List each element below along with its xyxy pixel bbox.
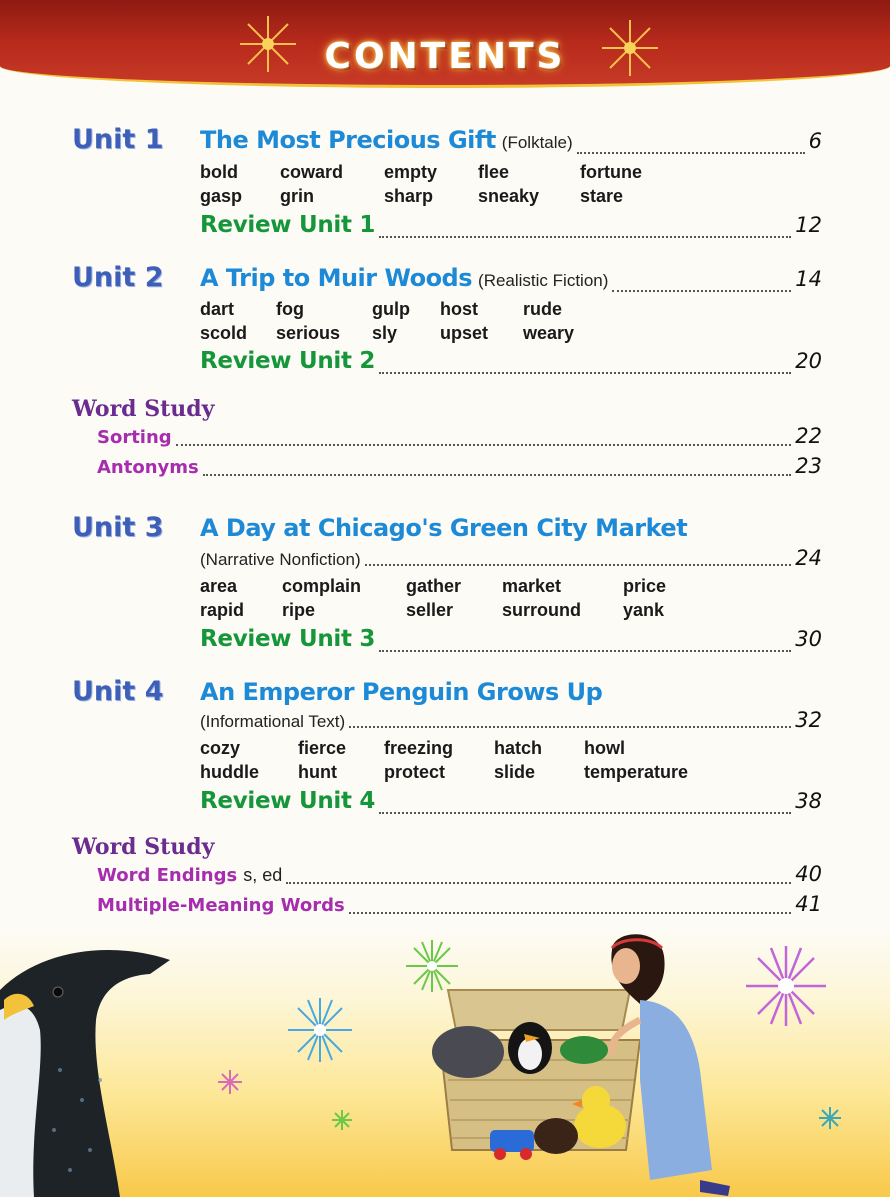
vocab-word: coward	[280, 162, 344, 182]
illustration-canvas	[0, 930, 890, 1197]
vocab-word: gasp	[200, 186, 243, 206]
dot-leader	[365, 564, 792, 566]
page-number: 22	[795, 424, 822, 448]
vocab-word: complain	[282, 576, 362, 596]
dot-leader	[379, 372, 791, 374]
toc-entry-review[interactable]	[200, 788, 822, 820]
genre-label: (Folktale)	[501, 133, 573, 152]
review-title: Review Unit 2	[200, 348, 376, 374]
genre-label: (Narrative Nonfiction)	[200, 550, 361, 569]
story-title: An Emperor Penguin Grows Up	[200, 678, 603, 706]
dot-leader	[176, 444, 792, 446]
word-study-title: Multiple-Meaning Words	[97, 895, 345, 916]
word-study-title: Word Endings	[97, 865, 238, 886]
dot-leader	[286, 882, 791, 884]
dot-leader	[349, 726, 791, 728]
vocab-word: hatch	[494, 738, 543, 758]
vocab-word: protect	[384, 762, 446, 782]
vocab-word: area	[200, 576, 238, 596]
vocab-word: stare	[580, 186, 624, 206]
vocab-word: bold	[200, 162, 238, 182]
vocab-word: host	[440, 299, 478, 319]
page-number: 38	[795, 789, 822, 813]
dot-leader	[612, 290, 791, 292]
page-number: 24	[795, 546, 822, 570]
toc-entry-review[interactable]	[200, 348, 822, 380]
vocab-word: dart	[200, 299, 235, 319]
page-number: 41	[795, 892, 822, 916]
sparkle-burst-icon	[288, 998, 352, 1062]
toc-entry-word-study[interactable]	[97, 892, 822, 920]
vocab-word: grin	[280, 186, 314, 206]
story-title: The Most Precious Gift	[200, 126, 496, 154]
vocab-word: yank	[623, 600, 665, 620]
page-number: 6	[808, 129, 822, 153]
genre-label: (Informational Text)	[200, 712, 346, 731]
page-number: 30	[795, 627, 822, 651]
story-title: A Day at Chicago's Green City Market	[200, 514, 688, 542]
page-title: CONTENTS	[324, 36, 566, 77]
vocab-word: cozy	[200, 738, 241, 758]
toc-entry-story-title[interactable]	[200, 514, 822, 548]
word-study-heading: Word Study	[72, 834, 215, 860]
vocab-word: gather	[406, 576, 462, 596]
vocab-word: sly	[372, 323, 398, 343]
vocab-word: rude	[523, 299, 563, 319]
toc-entry-story[interactable]	[200, 264, 822, 298]
genre-label: (Realistic Fiction)	[478, 271, 609, 290]
vocab-word: surround	[502, 600, 581, 620]
vocab-word: seller	[406, 600, 454, 620]
review-title: Review Unit 3	[200, 626, 376, 652]
dot-leader	[203, 474, 792, 476]
page-number: 14	[795, 267, 822, 291]
review-title: Review Unit 4	[200, 788, 376, 814]
vocab-word: serious	[276, 323, 341, 343]
vocab-word: weary	[523, 323, 575, 343]
page-number: 23	[795, 454, 822, 478]
vocab-word: ripe	[282, 600, 316, 620]
toc-entry-review[interactable]	[200, 626, 822, 658]
vocab-word: market	[502, 576, 562, 596]
dot-leader	[349, 912, 792, 914]
vocab-word: upset	[440, 323, 489, 343]
word-study-heading: Word Study	[72, 396, 215, 422]
toc-entry-story[interactable]	[200, 546, 822, 572]
review-title: Review Unit 1	[200, 212, 376, 238]
vocab-word: huddle	[200, 762, 259, 782]
vocab-word: temperature	[584, 762, 689, 782]
penguin-illustration	[0, 950, 170, 1197]
header-banner	[0, 0, 890, 88]
word-study-suffix: s, ed	[243, 865, 283, 885]
vocab-word: howl	[584, 738, 625, 758]
vocab-word: fog	[276, 299, 304, 319]
vocab-word: hunt	[298, 762, 337, 782]
vocab-word: freezing	[384, 738, 454, 758]
bottom-illustration	[0, 930, 890, 1197]
dot-leader	[379, 650, 791, 652]
unit-label: Unit 2	[72, 262, 164, 293]
toc-entry-word-study[interactable]	[97, 424, 822, 452]
vocab-word: flee	[478, 162, 510, 182]
vocab-word: empty	[384, 162, 438, 182]
vocab-word: gulp	[372, 299, 410, 319]
sparkle-burst-icon	[332, 1110, 352, 1130]
vocab-word: fierce	[298, 738, 347, 758]
vocab-word: sneaky	[478, 186, 540, 206]
vocab-word: slide	[494, 762, 536, 782]
story-title: A Trip to Muir Woods	[200, 264, 473, 292]
toc-entry-story-title[interactable]	[200, 678, 822, 712]
vocab-word: sharp	[384, 186, 434, 206]
unit-label: Unit 3	[72, 512, 164, 543]
sparkle-burst-icon	[406, 940, 458, 992]
page-number: 20	[795, 349, 822, 373]
toc-entry-word-study[interactable]	[97, 862, 822, 890]
toc-entry-review[interactable]	[200, 212, 822, 244]
toc-entry-story[interactable]	[200, 126, 822, 160]
dot-leader	[577, 152, 805, 154]
unit-label: Unit 4	[72, 676, 164, 707]
word-study-title: Antonyms	[97, 457, 199, 478]
toc-entry-word-study[interactable]	[97, 454, 822, 482]
page-number: 40	[795, 862, 822, 886]
sparkle-burst-icon	[819, 1107, 841, 1129]
sparkle-burst-icon	[218, 1070, 242, 1094]
vocab-word: fortune	[580, 162, 642, 182]
unit-label: Unit 1	[72, 124, 164, 155]
dot-leader	[379, 236, 791, 238]
sparkle-burst-icon	[746, 946, 826, 1026]
page-number: 12	[795, 213, 822, 237]
page-number: 32	[795, 708, 822, 732]
dot-leader	[379, 812, 791, 814]
vocab-word: price	[623, 576, 667, 596]
word-study-title: Sorting	[97, 427, 172, 448]
vocab-word: scold	[200, 323, 248, 343]
toc-entry-story[interactable]	[200, 708, 822, 734]
vocab-word: rapid	[200, 600, 245, 620]
